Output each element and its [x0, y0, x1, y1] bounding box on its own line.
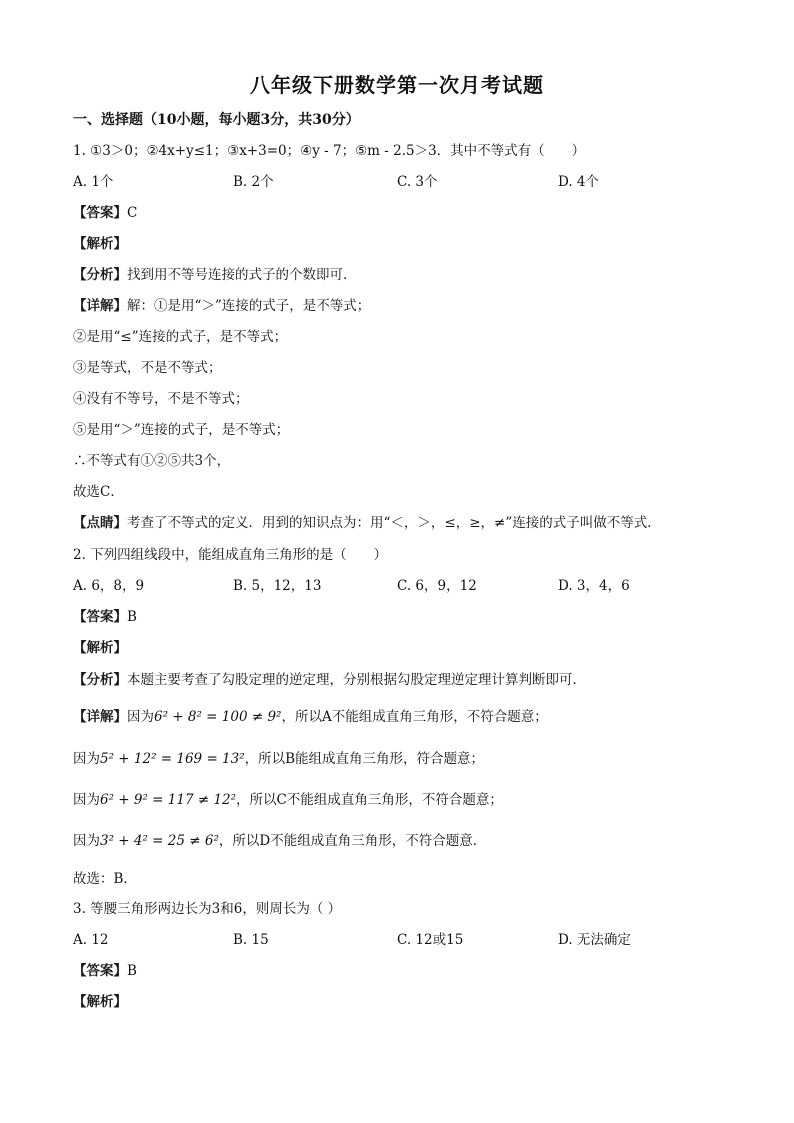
q2-option-c: C. 6，9，12 [397, 578, 477, 594]
q1-option-a: A. 1个 [73, 174, 114, 190]
q1-answer [73, 203, 137, 223]
q1-xiangjie [73, 296, 370, 316]
q3-option-a: A. 12 [73, 932, 109, 948]
answer-tag: 【答案】 [73, 609, 127, 625]
q1-analysis [73, 234, 127, 254]
q2-calc-d [73, 831, 486, 851]
analysis-tag: 【解析】 [73, 236, 127, 252]
fenxi-text: 本题主要考查了勾股定理的逆定理，分别根据勾股定理逆定理计算判断即可． [127, 672, 586, 688]
dianjing-text: 考查了不等式的定义．用到的知识点为：用“＜，＞，≤，≥，≠”连接的式子叫做不等式． [127, 515, 661, 531]
q1-dianjing [73, 513, 661, 533]
page-title: 八年级下册数学第一次月考试题 [250, 73, 544, 97]
q2-option-d: D. 3，4，6 [558, 578, 630, 594]
q2-analysis [73, 638, 127, 658]
q2-conclusion: 故选：B． [73, 871, 137, 887]
q1-line-6: ∴不等式有①②⑤共3个， [73, 453, 231, 469]
q3-option-d: D. 无法确定 [558, 932, 631, 948]
calc-equation: 5² + 12² = 169 = 13² [100, 751, 245, 767]
q2-calc-a [73, 707, 548, 727]
q3-analysis [73, 992, 127, 1012]
calc-post: ，所以B能组成直角三角形，符合题意； [244, 751, 485, 767]
dianjing-tag: 【点睛】 [73, 515, 127, 531]
q1-line-3: ③是等式，不是不等式； [73, 360, 222, 376]
answer-tag: 【答案】 [73, 963, 127, 979]
q1-option-c: C. 3个 [397, 174, 438, 190]
calc-equation: 3² + 4² = 25 ≠ 6² [100, 833, 219, 849]
analysis-tag: 【解析】 [73, 640, 127, 656]
calc-post: ，所以D不能组成直角三角形，不符合题意． [218, 833, 487, 849]
question-2-stem: 2. 下列四组线段中，能组成直角三角形的是（ ） [73, 547, 388, 563]
q1-line-7: 故选C． [73, 484, 124, 500]
calc-pre: 因为 [127, 709, 154, 725]
question-3-stem: 3. 等腰三角形两边长为3和6，则周长为（ ） [73, 901, 342, 917]
analysis-tag: 【解析】 [73, 994, 127, 1010]
xiangjie-tag: 【详解】 [73, 709, 127, 725]
calc-pre: 因为 [73, 792, 100, 808]
q3-answer [73, 961, 137, 981]
q2-option-a: A. 6，8，9 [73, 578, 145, 594]
q1-line-2: ②是用“≤”连接的式子，是不等式； [73, 329, 288, 345]
calc-equation: 6² + 8² = 100 ≠ 9² [154, 709, 282, 725]
q1-line-4: ④没有不等号，不是不等式； [73, 391, 249, 407]
calc-post: ，所以C不能组成直角三角形，不符合题意； [236, 792, 503, 808]
answer-value: B [127, 609, 137, 625]
q2-answer [73, 607, 137, 627]
fenxi-tag: 【分析】 [73, 672, 127, 688]
q1-option-d: D. 4个 [558, 174, 600, 190]
q2-fenxi [73, 670, 586, 690]
q2-option-b: B. 5，12，13 [233, 578, 322, 594]
fenxi-tag: 【分析】 [73, 267, 127, 283]
fenxi-text: 找到用不等号连接的式子的个数即可． [127, 267, 357, 283]
q1-fenxi [73, 265, 357, 285]
q1-line-5: ⑤是用“＞”连接的式子，是不等式； [73, 422, 290, 438]
calc-pre: 因为 [73, 833, 100, 849]
q3-option-b: B. 15 [233, 932, 269, 948]
q1-option-b: B. 2个 [233, 174, 274, 190]
question-1-stem: 1. ①3＞0；②4x+y≤1；③x+3=0；④y - 7；⑤m - 2.5＞3．其中不等式有（ ） [73, 143, 586, 159]
calc-equation: 6² + 9² = 117 ≠ 12² [100, 792, 237, 808]
calc-pre: 因为 [73, 751, 100, 767]
calc-post: ，所以A不能组成直角三角形，不符合题意； [281, 709, 548, 725]
q2-calc-b [73, 749, 484, 769]
answer-value: C [127, 205, 138, 221]
answer-tag: 【答案】 [73, 205, 127, 221]
xiangjie-tag: 【详解】 [73, 298, 127, 314]
section-heading: 一、选择题（10小题，每小题3分，共30分） [73, 112, 360, 128]
q3-option-c: C. 12或15 [397, 932, 464, 948]
q2-calc-c [73, 790, 503, 810]
answer-value: B [127, 963, 137, 979]
xiangjie-text: 解：①是用“＞”连接的式子，是不等式； [127, 298, 371, 314]
